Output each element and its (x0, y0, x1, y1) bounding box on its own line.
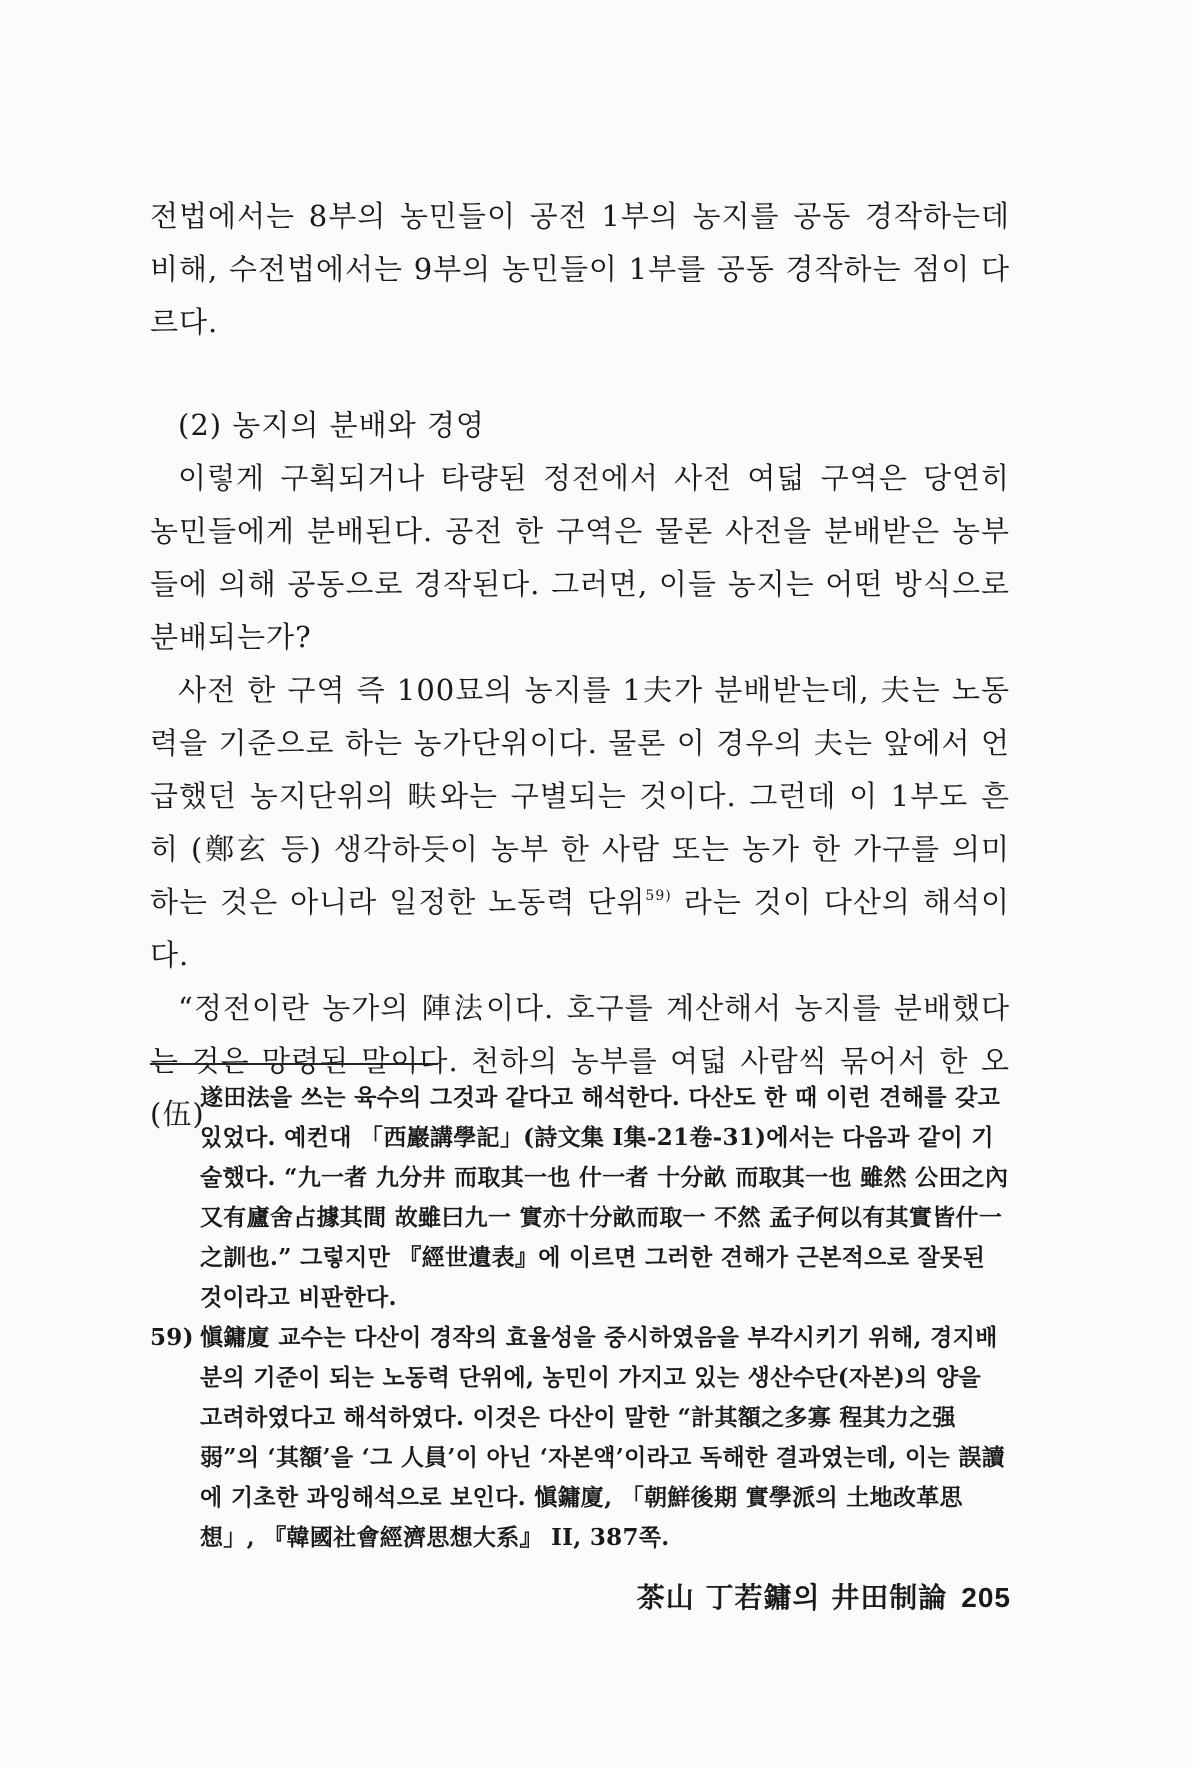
paragraph-3 (150, 664, 1010, 982)
footnote-divider (150, 1063, 438, 1065)
running-footer (637, 1576, 1011, 1616)
section-heading: (2) 농지의 분배와 경영 (178, 408, 485, 442)
footnotes (150, 1078, 1010, 1558)
paragraph-2: 이렇게 구획되거나 타량된 정전에서 사전 여덟 구역은 당연히 농민들에게 분배된다. 공전 한 구역은 물론 사전을 분배받은 농부들에 의해 공동으로 경작된다. 그러면, 이들 농지는 어떤 방식으로 분배되는가? (150, 461, 1010, 654)
page-number: 205 (961, 1582, 1011, 1613)
main-text (150, 190, 1010, 1141)
footnote-59-number: 59) (150, 1324, 194, 1351)
paragraph-1: 전법에서는 8부의 농민들이 공전 1부의 농지를 공동 경작하는데 비해, 수전법에서는 9부의 농민들이 1부를 공동 경작하는 점이 다르다. (150, 199, 1010, 339)
footnote-59-text: 愼鏞廈 교수는 다산이 경작의 효율성을 중시하였음을 부각시키기 위해, 경지배분의 기준이 되는 노동력 단위에, 농민이 가지고 있는 생산수단(자본)의 양을 고려하였다고 해석하였다. 이것은 다산이 말한 “計其額之多寡 程其力之强弱”의 ‘其額’을 ‘그 人員’이 아닌 ‘자본액’이라고 독해한 결과였는데, 이는 誤讀에 기초한 과잉해석으로 보인다. 愼鏞廈, 「朝鮮後期 實學派의 土地改革思想」, 『韓國社會經濟思想大系』 II, 387쪽. (200, 1324, 1005, 1551)
footnote-ref-59: 59) (645, 888, 672, 904)
running-footer-title: 茶山 丁若鏞의 井田制論 (636, 1581, 948, 1614)
paragraph-3-text-a: 사전 한 구역 즉 100묘의 농지를 1夫가 분배받는데, 夫는 노동력을 기준으로 하는 농가단위이다. 물론 이 경우의 夫는 앞에서 언급했던 농지단위의 畉와는 구별되는 것이다. 그런데 이 1부도 흔히 (鄭玄 등) 생각하듯이 농부 한 사람 또는 농가 한 가구를 의미하는 것은 아니라 일정한 노동력 단위 (150, 673, 1010, 919)
footnote-continued: 遂田法을 쓰는 육수의 그것과 같다고 해석한다. 다산도 한 때 이런 견해를 갖고 있었다. 예컨대 「西巖講學記」(詩文集 I集-21卷-31)에서는 다음과 같이 기술했다. “九一者 九分井 而取其一也 什一者 十分畝 而取其一也 雖然 公田之內 又有廬舍占據其間 故雖曰九一 實亦十分畝而取一 不然 孟子何以有其實皆什一之訓也.” 그렇지만 『經世遺表』에 이르면 그러한 견해가 근본적으로 잘못된 것이라고 비판한다. (200, 1084, 1009, 1311)
footnote-59 (150, 1318, 1010, 1558)
paragraph-4: “정전이란 농가의 陣法이다. 호구를 계산해서 농지를 분배했다는 것은 망령된 말이다. 천하의 농부를 여덟 사람씩 묶어서 한 오(伍) (150, 991, 1010, 1131)
paragraph-3-text-b: 라는 것이 다산의 해석이다. (150, 885, 1011, 972)
